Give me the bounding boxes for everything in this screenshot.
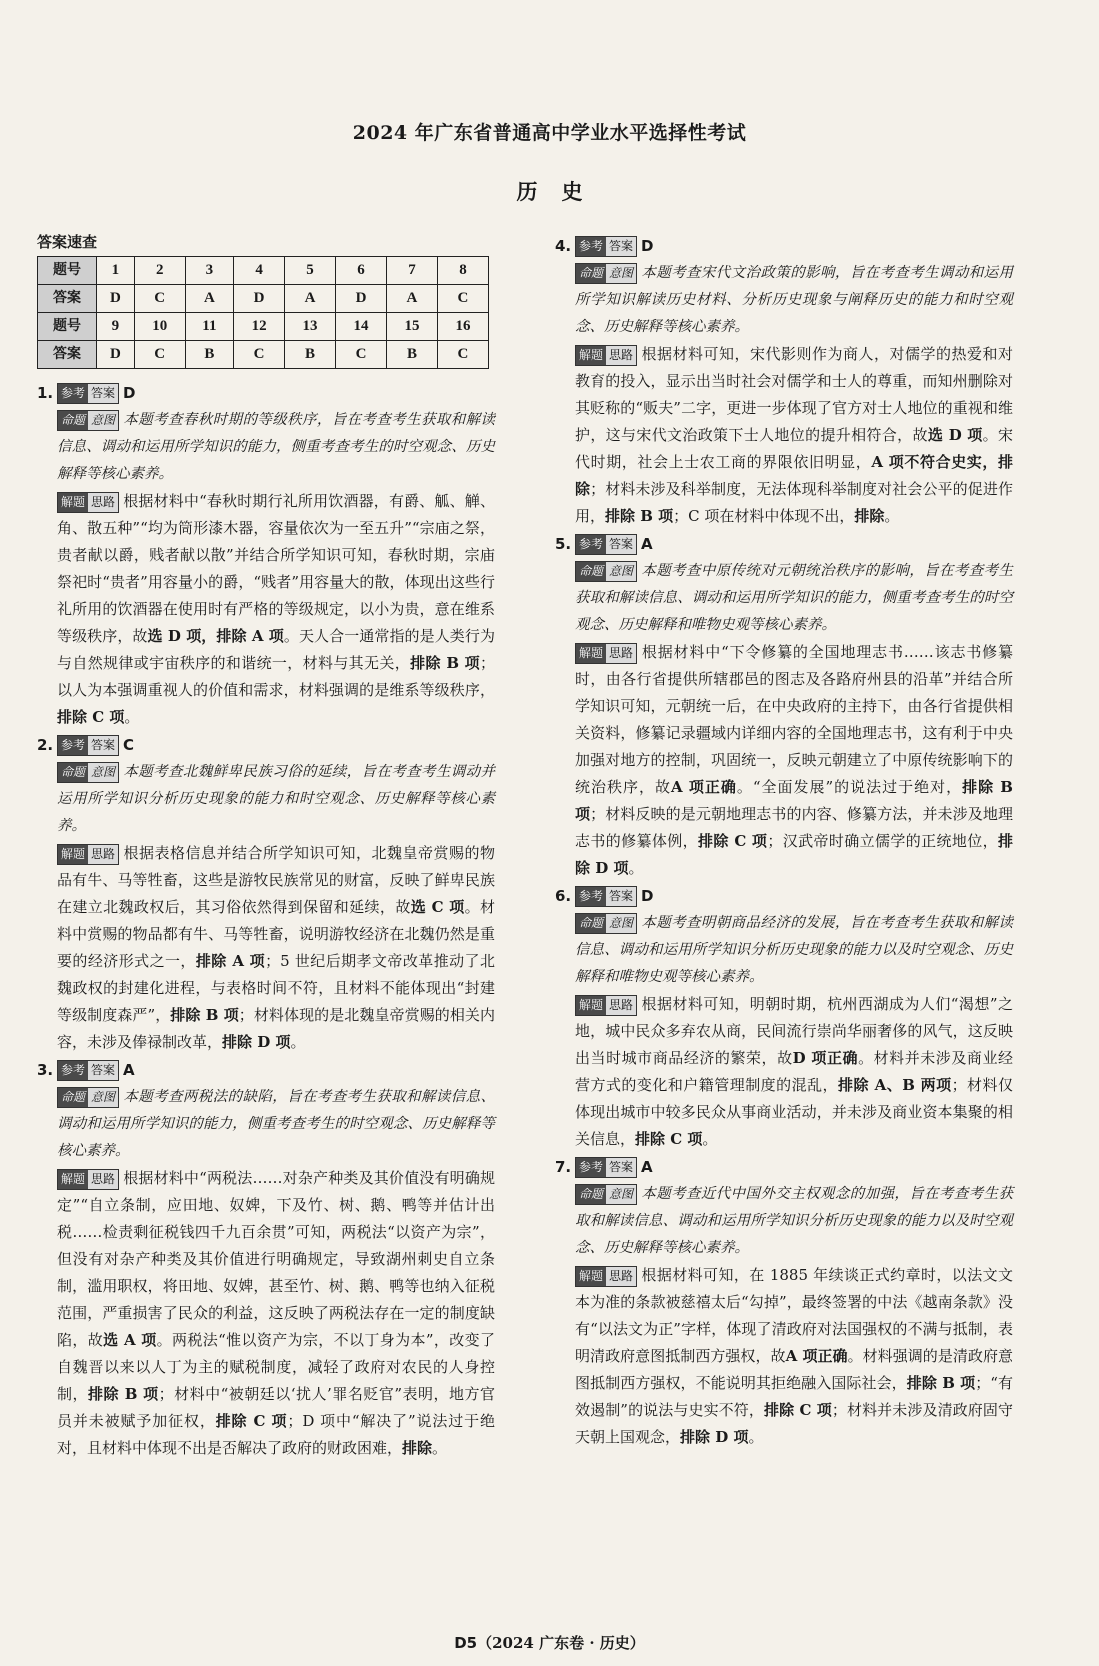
answer-line (555, 232, 1013, 260)
solution-emphasis: 选 D 项，排除 A 项 (147, 627, 284, 645)
key-answer-value: D (97, 341, 135, 369)
solution-text: 。“全面发展”的说法过于绝对， (736, 778, 963, 796)
question-number: 2. (37, 735, 54, 754)
solution-tag-left: 解题 (576, 996, 606, 1015)
answer-letter: A (641, 1157, 653, 1176)
intent-tag (575, 913, 637, 934)
answer-line (37, 1056, 495, 1084)
key-answer-value: B (386, 341, 437, 369)
solution-paragraph (575, 341, 1013, 530)
intent-paragraph (575, 1181, 1013, 1262)
subject-heading: 历史 (516, 179, 607, 204)
answer-tag (57, 1060, 119, 1081)
solution-text: 根据表格信息并结合所学知识可知，北魏皇帝赏赐的物品有牛、马等牲畜，这些是游牧民族常见的财富，反映了鲜卑民族在建立北魏政权后，其习俗依然得到保留和延续，故 (57, 844, 495, 916)
key-answer-value: A (185, 285, 233, 313)
solution-emphasis: 排除 B 项 (410, 654, 480, 672)
solution-emphasis: 排除 (402, 1439, 433, 1457)
left-column (37, 232, 495, 1462)
answer-tag-right: 答案 (606, 1158, 636, 1177)
answer-letter: D (123, 383, 136, 402)
solution-text: ；“有效遏制”的说法与史实不符， (575, 1374, 1013, 1419)
key-row-questions (38, 313, 489, 341)
question-2 (37, 731, 495, 1056)
solution-text: 根据材料中“两税法……对杂产种类及其价值没有明确规定”“自立条制，应田地、奴婢，下及竹、树、鹅、鸭等并估计出税……检责剩征税钱四千九百余贯”可知，两税法“以资产为宗”，但没有对杂产种类及其价值进行明确规定，导致湖州刺史自立条制，滥用职权，将田地、奴婢，甚至竹、树、鹅、鸭等也纳入征税范围，严重损害了民众的利益，这反映了两税法存在一定的制度缺陷，故 (57, 1169, 495, 1349)
solution-text: ；材料中“被朝廷以‘扰人’罪名贬官”表明，地方官员并未被赋予加征权， (57, 1385, 495, 1430)
solution-text: 。 (702, 1130, 718, 1148)
intent-paragraph (57, 759, 495, 840)
key-question-number: 8 (437, 257, 488, 285)
key-question-number: 13 (285, 313, 336, 341)
solution-text: ；材料未涉及科举制度，无法体现科举制度对社会公平的促进作用， (575, 480, 1013, 525)
solution-tag (575, 643, 637, 664)
solution-paragraph (575, 639, 1013, 882)
key-question-number: 4 (234, 257, 285, 285)
solution-emphasis: 排除 C 项 (763, 1401, 832, 1419)
solution-tag (575, 995, 637, 1016)
answer-letter: D (641, 886, 654, 905)
solution-emphasis: 排除 C 项 (215, 1412, 288, 1430)
solution-tag (57, 1169, 119, 1190)
solution-text: 。材料并未涉及商业经营方式的变化和户籍管理制度的混乱， (575, 1049, 1013, 1094)
key-label-answer: 答案 (38, 341, 97, 369)
intent-tag-right: 意图 (606, 914, 636, 933)
solution-emphasis: 排除 (854, 507, 885, 525)
solution-emphasis: 排除 C 项 (57, 708, 125, 726)
answer-tag-right: 答案 (88, 1061, 118, 1080)
solution-tag-right: 思路 (88, 493, 118, 512)
key-answer-value: C (134, 285, 185, 313)
solution-tag-left: 解题 (58, 845, 88, 864)
answer-tag-right: 答案 (88, 384, 118, 403)
question-4 (555, 232, 1013, 530)
solution-text: 。 (124, 708, 140, 726)
solution-text: ；材料体现的是北魏皇帝赏赐的相关内容，未涉及俸禄制改革， (57, 1006, 495, 1051)
solution-text: 。宋代时期，社会上士农工商的界限依旧明显， (575, 426, 1013, 471)
solution-text: 。材料中赏赐的物品都有牛、马等牲畜，说明游牧经济在北魏仍然是重要的经济形式之一， (57, 898, 495, 970)
key-question-number: 14 (336, 313, 387, 341)
solution-paragraph (575, 1262, 1013, 1451)
answer-line (37, 379, 495, 407)
solution-emphasis: 选 D 项 (927, 426, 983, 444)
answer-tag (575, 534, 637, 555)
answer-tag-left: 参考 (576, 237, 606, 256)
question-number: 3. (37, 1060, 54, 1079)
intent-tag (57, 410, 119, 431)
question-number: 1. (37, 383, 54, 402)
solution-text: 。 (432, 1439, 448, 1457)
page-number: D5 (454, 1634, 478, 1652)
solution-text: 。 (290, 1033, 306, 1051)
solution-emphasis: 排除 B 项 (88, 1385, 159, 1403)
solution-emphasis: A 项正确 (785, 1347, 848, 1365)
solution-emphasis: 选 C 项 (410, 898, 465, 916)
intent-text: 本题考查宋代文治政策的影响，旨在考查考生调动和运用所学知识解读历史材料、分析历史现象与阐释历史的能力和时空观念、历史解释等核心素养。 (575, 265, 1013, 335)
solution-text: 。 (748, 1428, 764, 1446)
key-answer-value: C (234, 341, 285, 369)
solution-emphasis: 排除 B 项 (170, 1006, 239, 1024)
answer-tag-left: 参考 (58, 384, 88, 403)
intent-tag (575, 561, 637, 582)
key-answer-value: C (134, 341, 185, 369)
answer-line (555, 1153, 1013, 1181)
solution-emphasis: 排除 B 项 (575, 778, 1013, 823)
key-question-number: 10 (134, 313, 185, 341)
answer-tag-right: 答案 (606, 887, 636, 906)
solution-text: 。 (628, 859, 644, 877)
key-label-question: 题号 (38, 313, 97, 341)
solution-emphasis: A 项不符合史实，排除 (575, 453, 1013, 498)
intent-tag-left: 命题 (576, 914, 606, 933)
intent-paragraph (575, 558, 1013, 639)
answer-tag (575, 886, 637, 907)
key-row-answers (38, 285, 489, 313)
question-3 (37, 1056, 495, 1462)
intent-text: 本题考查近代中国外交主权观念的加强，旨在考查考生获取和解读信息、调动和运用所学知识分析历史现象的能力以及时空观念、历史解释等核心素养。 (575, 1186, 1013, 1256)
answer-tag-left: 参考 (576, 887, 606, 906)
key-answer-value: C (437, 341, 488, 369)
answer-tag (57, 383, 119, 404)
solution-emphasis: 选 A 项 (103, 1331, 157, 1349)
answer-line (555, 530, 1013, 558)
intent-paragraph (57, 407, 495, 488)
key-label-answer: 答案 (38, 285, 97, 313)
answer-tag-left: 参考 (58, 736, 88, 755)
solution-text: 。两税法“惟以资产为宗，不以丁身为本”，改变了自魏晋以来以人丁为主的赋税制度，减轻了政府对农民的人身控制， (57, 1331, 495, 1403)
intent-text: 本题考查中原传统对元朝统治秩序的影响，旨在考查考生获取和解读信息、调动和运用所学知识的能力，侧重考查考生的时空观念、历史解释和唯物史观等核心素养。 (575, 563, 1013, 633)
solution-tag-right: 思路 (88, 1170, 118, 1189)
intent-paragraph (57, 1084, 495, 1165)
key-question-number: 2 (134, 257, 185, 285)
answer-line (555, 882, 1013, 910)
solution-emphasis: A 项正确 (670, 778, 737, 796)
solution-text: 根据材料可知，明朝时期，杭州西湖成为人们“渴想”之地，城中民众多弃农从商，民间流行崇尚华丽奢侈的风气，这反映出当时城市商品经济的繁荣，故 (575, 995, 1013, 1067)
key-question-number: 15 (386, 313, 437, 341)
answer-letter: C (123, 735, 135, 754)
solution-text: 根据材料中“下令修纂的全国地理志书……该志书修纂时，由各行省提供所辖郡邑的图志及各路府州县的沿革”并结合所学知识可知，元朝统一后，在中央政府的主持下，由各行省提供相关资料，修纂记录疆域内详细内容的全国地理志书，这有利于中央加强对地方的控制，巩固统一，反映元朝建立了中原传统影响下的统治秩序，故 (575, 643, 1013, 796)
intent-tag (575, 1184, 637, 1205)
intent-tag-right: 意图 (606, 562, 636, 581)
key-question-number: 11 (185, 313, 233, 341)
key-answer-value: A (386, 285, 437, 313)
question-6 (555, 882, 1013, 1153)
intent-tag-left: 命题 (58, 763, 88, 782)
answer-tag (575, 236, 637, 257)
solution-text: 。天人合一通常指的是人类行为与自然规律或宇宙秩序的和谐统一，材料与其无关， (57, 627, 495, 672)
solution-text: ；汉武帝时确立儒学的正统地位， (767, 832, 998, 850)
intent-tag-left: 命题 (576, 1185, 606, 1204)
question-number: 5. (555, 534, 572, 553)
solution-text: 根据材料中“春秋时期行礼所用饮酒器，有爵、觚、觯、角、散五种”“均为筒形漆木器，容量依次为一至五升”“宗庙之祭，贵者献以爵，贱者献以散”并结合所学知识可知，春秋时期，宗庙祭祀时“贵者”用容量小的爵，“贱者”用容量大的散，体现出这些行礼所用的饮酒器在使用时有严格的等级规定，以小为贵，意在维系等级秩序，故 (57, 492, 495, 645)
intent-tag-right: 意图 (88, 763, 118, 782)
solution-tag (57, 492, 119, 513)
question-1 (37, 379, 495, 731)
solution-emphasis: 排除 D 项 (680, 1428, 749, 1446)
intent-tag-right: 意图 (88, 411, 118, 430)
page-footer (0, 1632, 1099, 1653)
solution-emphasis: 排除 B 项 (906, 1374, 976, 1392)
solution-tag (575, 345, 637, 366)
key-question-number: 1 (97, 257, 135, 285)
solution-emphasis: 排除 A 项 (195, 952, 266, 970)
key-question-number: 12 (234, 313, 285, 341)
answer-tag-left: 参考 (576, 535, 606, 554)
solution-paragraph (57, 840, 495, 1056)
footer-label: （2024 广东卷 · 历史） (477, 1634, 645, 1652)
answer-letter: D (641, 236, 654, 255)
answer-tag-right: 答案 (606, 535, 636, 554)
answer-letter: A (641, 534, 653, 553)
intent-text: 本题考查明朝商品经济的发展，旨在考查考生获取和解读信息、调动和运用所学知识分析历史现象的能力以及时空观念、历史解释和唯物史观等核心素养。 (575, 915, 1013, 985)
exam-title: 2024 年广东省普通高中学业水平选择性考试 (352, 122, 747, 144)
right-column (555, 232, 1013, 1451)
solution-tag (575, 1266, 637, 1287)
solution-text: 根据材料可知，宋代影则作为商人，对儒学的热爱和对教育的投入，显示出当时社会对儒学和士人的尊重，而知州删除对其贬称的“贩夫”二字，更进一步体现了官方对士人地位的重视和维护，这与宋代文治政策下士人地位的提升相符合，故 (575, 345, 1013, 444)
solution-text: 根据材料可知，在 1885 年续谈正式约章时，以法文文本为准的条款被慈禧太后“勾掉”，最终签署的中法《越南条款》没有“以法文为正”字样，体现了清政府对法国强权的不满与抵制，表明清政府意图抵制西方强权，故 (575, 1266, 1013, 1365)
solution-emphasis: 排除 D 项 (575, 832, 1013, 877)
key-answer-value: C (437, 285, 488, 313)
answer-tag-right: 答案 (88, 736, 118, 755)
solution-emphasis: 排除 C 项 (635, 1130, 703, 1148)
solution-paragraph (57, 488, 495, 731)
intent-paragraph (575, 910, 1013, 991)
intent-text: 本题考查北魏鲜卑民族习俗的延续，旨在考查考生调动并运用所学知识分析历史现象的能力和时空观念、历史解释等核心素养。 (57, 764, 495, 834)
intent-tag-left: 命题 (576, 264, 606, 283)
intent-paragraph (575, 260, 1013, 341)
question-number: 6. (555, 886, 572, 905)
answer-tag (57, 735, 119, 756)
key-question-number: 6 (336, 257, 387, 285)
solution-tag-right: 思路 (606, 1267, 636, 1286)
key-answer-value: D (234, 285, 285, 313)
solution-tag-left: 解题 (576, 1267, 606, 1286)
solution-tag-right: 思路 (606, 996, 636, 1015)
solution-emphasis: 排除 D 项 (222, 1033, 291, 1051)
intent-tag-right: 意图 (606, 1185, 636, 1204)
solution-text: ；C 项在材料中体现不出， (673, 507, 855, 525)
answer-tag (575, 1157, 637, 1178)
key-question-number: 9 (97, 313, 135, 341)
intent-tag-left: 命题 (58, 411, 88, 430)
answer-key-table (37, 256, 489, 369)
solution-text: ；材料仅体现出城市中较多民众从事商业活动，并未涉及商业资本集聚的相关信息， (575, 1076, 1013, 1148)
intent-text: 本题考查春秋时期的等级秩序，旨在考查考生获取和解读信息、调动和运用所学知识的能力，侧重考查考生的时空观念、历史解释等核心素养。 (57, 412, 495, 482)
question-5 (555, 530, 1013, 882)
solution-text: ；以人为本强调重视人的价值和需求，材料强调的是维系等级秩序， (57, 654, 495, 699)
key-answer-value: D (336, 285, 387, 313)
solution-paragraph (575, 991, 1013, 1153)
question-number: 7. (555, 1157, 572, 1176)
solution-paragraph (57, 1165, 495, 1462)
key-answer-value: C (336, 341, 387, 369)
question-7 (555, 1153, 1013, 1451)
solution-emphasis: D 项正确 (792, 1049, 859, 1067)
intent-tag-right: 意图 (606, 264, 636, 283)
solution-text: 。 (884, 507, 900, 525)
solution-text: ；5 世纪后期孝文帝改革推动了北魏政权的封建化进程，与表格时间不符，且材料不能体现出“封建等级制度森严”， (57, 952, 495, 1024)
key-answer-value: D (97, 285, 135, 313)
intent-tag-left: 命题 (58, 1088, 88, 1107)
intent-tag (57, 1087, 119, 1108)
question-number: 4. (555, 236, 572, 255)
solution-emphasis: 排除 C 项 (698, 832, 768, 850)
solution-emphasis: 排除 A、B 两项 (838, 1076, 952, 1094)
intent-tag-left: 命题 (576, 562, 606, 581)
solution-tag-left: 解题 (58, 493, 88, 512)
key-row-questions (38, 257, 489, 285)
key-row-answers (38, 341, 489, 369)
key-label-question: 题号 (38, 257, 97, 285)
key-question-number: 5 (285, 257, 336, 285)
key-answer-value: A (285, 285, 336, 313)
key-question-number: 7 (386, 257, 437, 285)
solution-text: ；D 项中“解决了”说法过于绝对，且材料中体现不出是否解决了政府的财政困难， (57, 1412, 495, 1457)
key-answer-value: B (185, 341, 233, 369)
solution-tag-right: 思路 (606, 644, 636, 663)
solution-tag-left: 解题 (576, 644, 606, 663)
intent-tag (575, 263, 637, 284)
solution-text: 。材料强调的是清政府意图抵制西方强权，不能说明其拒绝融入国际社会， (575, 1347, 1013, 1392)
solution-text: ；材料并未涉及清政府固守天朝上国观念， (575, 1401, 1013, 1446)
answer-tag-left: 参考 (58, 1061, 88, 1080)
key-question-number: 16 (437, 313, 488, 341)
answer-tag-left: 参考 (576, 1158, 606, 1177)
answer-tag-right: 答案 (606, 237, 636, 256)
solution-text: ；材料反映的是元朝地理志书的内容、修纂方法，并未涉及地理志书的修纂体例， (575, 805, 1013, 850)
solution-emphasis: 排除 B 项 (605, 507, 674, 525)
solution-tag-right: 思路 (606, 346, 636, 365)
intent-text: 本题考查两税法的缺陷，旨在考查考生获取和解读信息、调动和运用所学知识的能力，侧重考查考生的时空观念、历史解释等核心素养。 (57, 1089, 495, 1159)
solution-tag-left: 解题 (58, 1170, 88, 1189)
answer-letter: A (123, 1060, 135, 1079)
answer-key-title: 答案速查 (37, 233, 98, 251)
solution-tag-left: 解题 (576, 346, 606, 365)
key-answer-value: B (285, 341, 336, 369)
key-question-number: 3 (185, 257, 233, 285)
solution-tag (57, 844, 119, 865)
answer-line (37, 731, 495, 759)
solution-tag-right: 思路 (88, 845, 118, 864)
intent-tag-right: 意图 (88, 1088, 118, 1107)
intent-tag (57, 762, 119, 783)
